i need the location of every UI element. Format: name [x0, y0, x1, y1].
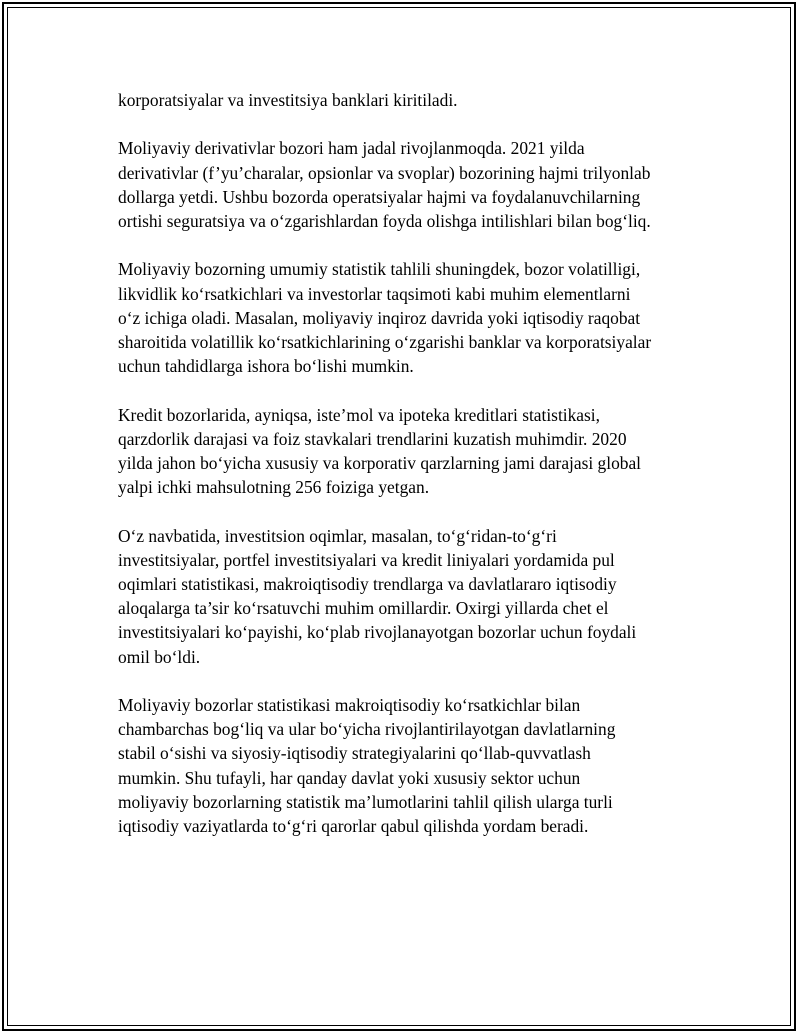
text-line: mumkin. Shu tufayli, har qanday davlat yoki xususiy sektor uchun [118, 767, 581, 788]
text-line: omil bo‘ldi. [118, 646, 201, 667]
text-line: aloqalarga ta’sir ko‘rsatuvchi muhim omillardir. Oxirgi yillarda chet el [118, 598, 609, 619]
text-line: yilda jahon bo‘yicha xususiy va korporativ qarzlarning jami darajasi global [118, 453, 642, 473]
paragraph-1 [118, 88, 703, 112]
text-line: korporatsiyalar va investitsiya banklari kiritiladi. [118, 90, 458, 110]
text-line: stabil o‘sishi va siyosiy-iqtisodiy strategiyalarini qo‘llab-quvvatlash [118, 743, 591, 764]
text-line: oqimlari statistikasi, makroiqtisodiy trendlarga va davlatlararo iqtisodiy [118, 574, 617, 594]
paragraph-3 [118, 257, 703, 378]
text-line: investitsiyalar, portfel investitsiyalari va kredit liniyalari yordamida pul [118, 549, 615, 570]
text-line: iqtisodiy vaziyatlarda to‘g‘ri qarorlar qabul qilishda yordam beradi. [118, 816, 589, 837]
text-line: investitsiyalari ko‘payishi, ko‘plab rivojlanayotgan bozorlar uchun foydali [118, 622, 637, 643]
text-line: O‘z navbatida, investitsion oqimlar, masalan, to‘g‘ridan-to‘g‘ri [118, 525, 557, 546]
text-line: dollarga yetdi. Ushbu bozorda operatsiyalar hajmi va foydalanuvchilarning [118, 186, 641, 207]
text-line: likvidlik ko‘rsatkichlari va investorlar taqsimoti kabi muhim elementlarni [118, 283, 631, 304]
text-line: chambarchas bog‘liq va ular bo‘yicha rivojlantirilayotgan davlatlarning [118, 719, 616, 740]
text-line: ortishi seguratsiya va o‘zgarishlardan foyda olishga intilishlari bilan bog‘liq. [118, 211, 651, 231]
paragraph-2 [118, 136, 703, 233]
text-line: Moliyaviy bozorning umumiy statistik tahlili shuningdek, bozor volatilligi, [118, 259, 641, 280]
document-body [118, 88, 703, 862]
paragraph-5 [118, 524, 703, 669]
text-line: yalpi ichki mahsulotning 256 foiziga yetgan. [118, 477, 430, 498]
text-line: qarzdorlik darajasi va foiz stavkalari trendlarini kuzatish muhimdir. 2020 [118, 428, 627, 449]
text-line: derivativlar (f’yu’charalar, opsionlar va svoplar) bozorining hajmi trilyonlab [118, 162, 651, 183]
text-line: Moliyaviy derivativlar bozori ham jadal rivojlanmoqda. 2021 yilda [118, 138, 585, 159]
text-line: uchun tahdidlarga ishora bo‘lishi mumkin. [118, 356, 414, 377]
text-line: moliyaviy bozorlarning statistik ma’lumotlarini tahlil qilish ularga turli [118, 791, 613, 812]
text-line: o‘z ichiga oladi. Masalan, moliyaviy inqiroz davrida yoki iqtisodiy raqobat [118, 307, 641, 328]
paragraph-6 [118, 693, 703, 838]
text-line: Moliyaviy bozorlar statistikasi makroiqtisodiy ko‘rsatkichlar bilan [118, 695, 581, 715]
text-line: sharoitida volatillik ko‘rsatkichlarining o‘zgarishi banklar va korporatsiyalar [118, 332, 652, 352]
paragraph-4 [118, 403, 703, 500]
text-line: Kredit bozorlarida, ayniqsa, iste’mol va ipoteka kreditlari statistikasi, [118, 404, 600, 425]
